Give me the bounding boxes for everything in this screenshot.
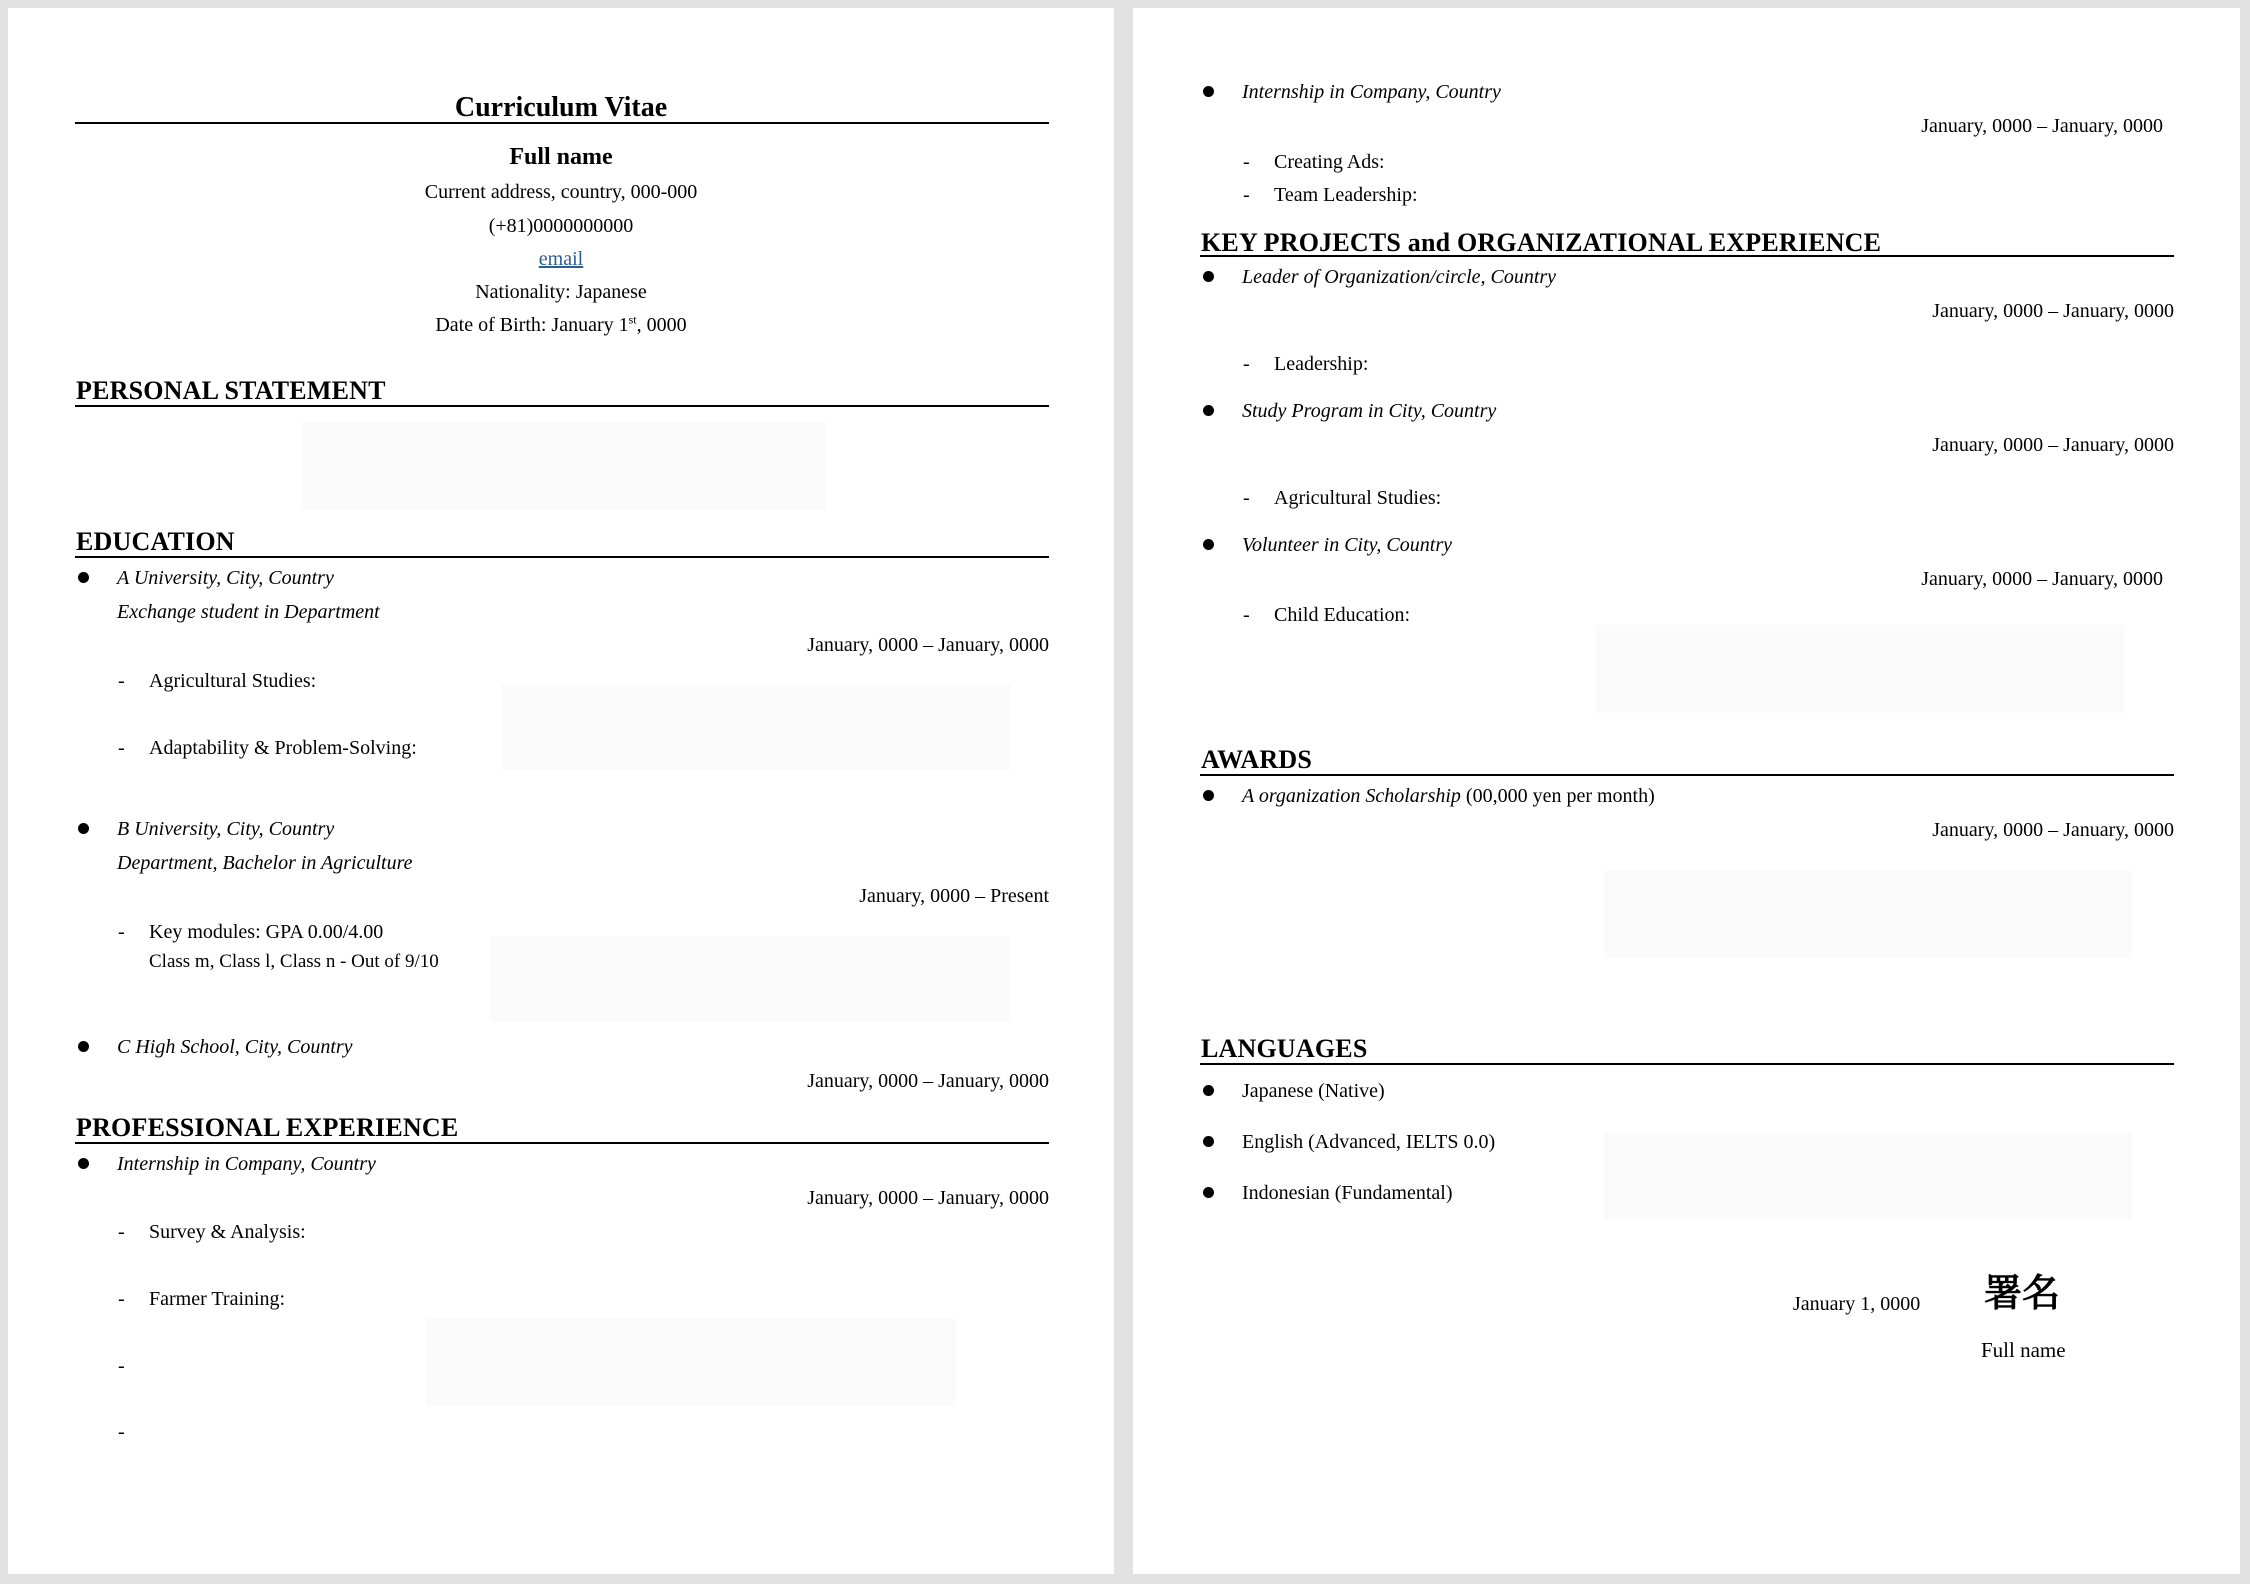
experience-item: Survey & Analysis: xyxy=(149,1221,306,1243)
experience-item: Farmer Training: xyxy=(149,1288,286,1310)
project-item: Leadership: xyxy=(1274,353,1369,375)
dash: - xyxy=(118,1421,125,1443)
language-item: Indonesian (Fundamental) xyxy=(1242,1182,1453,1204)
signature-name: Full name xyxy=(1981,1338,2066,1362)
experience-item: Creating Ads: xyxy=(1274,151,1385,173)
education-dates: January, 0000 – January, 0000 xyxy=(807,634,1049,656)
bullet xyxy=(78,572,89,583)
project-item: Agricultural Studies: xyxy=(1274,487,1442,509)
address: Current address, country, 000-000 xyxy=(424,181,698,203)
project-item: Child Education: xyxy=(1274,604,1411,626)
section-rule xyxy=(75,556,1049,558)
bullet xyxy=(1203,271,1214,282)
bullet xyxy=(1203,539,1214,550)
education-item-extra: Class m, Class l, Class n - Out of 9/10 xyxy=(149,951,439,972)
date-of-birth xyxy=(8,313,1114,337)
bullet xyxy=(78,823,89,834)
section-rule xyxy=(75,1142,1049,1144)
project-dates: January, 0000 – January, 0000 xyxy=(1921,568,2163,590)
language-item: Japanese (Native) xyxy=(1242,1080,1385,1102)
bullet xyxy=(1203,1085,1214,1096)
project-title: Leader of Organization/circle, Country xyxy=(1242,266,1557,288)
dob-sup: st xyxy=(628,312,637,327)
experience-dates: January, 0000 – January, 0000 xyxy=(1921,115,2163,137)
dash: - xyxy=(1243,604,1250,626)
education-school: C High School, City, Country xyxy=(117,1036,353,1058)
full-name: Full name xyxy=(509,144,613,170)
section-awards: AWARDS xyxy=(1201,745,1313,774)
education-item: Adaptability & Problem-Solving: xyxy=(149,737,417,759)
experience-item: Team Leadership: xyxy=(1274,184,1418,206)
bullet xyxy=(1203,1187,1214,1198)
section-rule xyxy=(1200,774,2174,776)
redacted-block xyxy=(1596,625,2124,713)
project-dates: January, 0000 – January, 0000 xyxy=(1932,434,2174,456)
experience-title: Internship in Company, Country xyxy=(117,1153,376,1175)
education-school: B University, City, Country xyxy=(117,818,335,840)
section-personal-statement: PERSONAL STATEMENT xyxy=(76,376,386,405)
education-dates: January, 0000 – Present xyxy=(859,885,1049,907)
signature-date: January 1, 0000 xyxy=(1793,1293,1921,1315)
language-item: English (Advanced, IELTS 0.0) xyxy=(1242,1131,1496,1153)
dash: - xyxy=(118,737,125,759)
section-education: EDUCATION xyxy=(76,527,235,556)
phone: (+81)0000000000 xyxy=(488,215,634,237)
dash: - xyxy=(118,921,125,943)
dash: - xyxy=(1243,353,1250,375)
education-school: A University, City, Country xyxy=(117,567,334,589)
bullet xyxy=(78,1158,89,1169)
dash: - xyxy=(118,670,125,692)
redacted-block xyxy=(1604,870,2132,958)
cv-page-2 xyxy=(1133,8,2240,1574)
education-sub: Exchange student in Department xyxy=(117,601,380,623)
experience-dates: January, 0000 – January, 0000 xyxy=(807,1187,1049,1209)
redacted-block xyxy=(301,422,826,510)
title-rule xyxy=(75,122,1049,124)
cv-page-1 xyxy=(8,8,1114,1574)
nationality: Nationality: Japanese xyxy=(475,281,647,303)
signature-seal: 署名 xyxy=(1984,1271,2061,1315)
redacted-block xyxy=(491,936,1011,1022)
dash: - xyxy=(1243,151,1250,173)
dash: - xyxy=(118,1221,125,1243)
bullet xyxy=(78,1041,89,1052)
dob-prefix: Date of Birth: January 1 xyxy=(435,314,629,336)
project-dates: January, 0000 – January, 0000 xyxy=(1932,300,2174,322)
document-title: Curriculum Vitae xyxy=(454,92,668,123)
award-dates: January, 0000 – January, 0000 xyxy=(1932,819,2174,841)
education-dates: January, 0000 – January, 0000 xyxy=(807,1070,1049,1092)
redacted-block xyxy=(501,684,1011,770)
section-professional: PROFESSIONAL EXPERIENCE xyxy=(76,1113,459,1142)
award-detail: (00,000 yen per month) xyxy=(1460,785,1655,807)
education-item: Key modules: GPA 0.00/4.00 xyxy=(149,921,384,943)
bullet xyxy=(1203,790,1214,801)
award-title: A organization Scholarship xyxy=(1242,785,1461,807)
project-title: Volunteer in City, Country xyxy=(1242,534,1452,556)
education-item: Agricultural Studies: xyxy=(149,670,317,692)
dash: - xyxy=(1243,487,1250,509)
section-rule xyxy=(1200,1063,2174,1065)
redacted-block xyxy=(426,1318,956,1406)
education-sub: Department, Bachelor in Agriculture xyxy=(117,852,413,874)
project-title: Study Program in City, Country xyxy=(1242,400,1497,422)
section-languages: LANGUAGES xyxy=(1201,1034,1368,1063)
section-rule xyxy=(1200,255,2174,257)
bullet xyxy=(1203,405,1214,416)
section-rule xyxy=(75,405,1049,407)
dash: - xyxy=(118,1355,125,1377)
dash: - xyxy=(1243,184,1250,206)
redacted-block xyxy=(1604,1132,2132,1220)
dob-suffix: , 0000 xyxy=(636,314,687,336)
bullet xyxy=(1203,1136,1214,1147)
experience-title: Internship in Company, Country xyxy=(1242,81,1501,103)
email-link[interactable]: email xyxy=(538,248,584,270)
email-container xyxy=(8,247,1114,271)
dash: - xyxy=(118,1288,125,1310)
award-entry xyxy=(1242,784,1655,808)
bullet xyxy=(1203,86,1214,97)
section-key-projects: KEY PROJECTS and ORGANIZATIONAL EXPERIENCE xyxy=(1201,228,1882,257)
